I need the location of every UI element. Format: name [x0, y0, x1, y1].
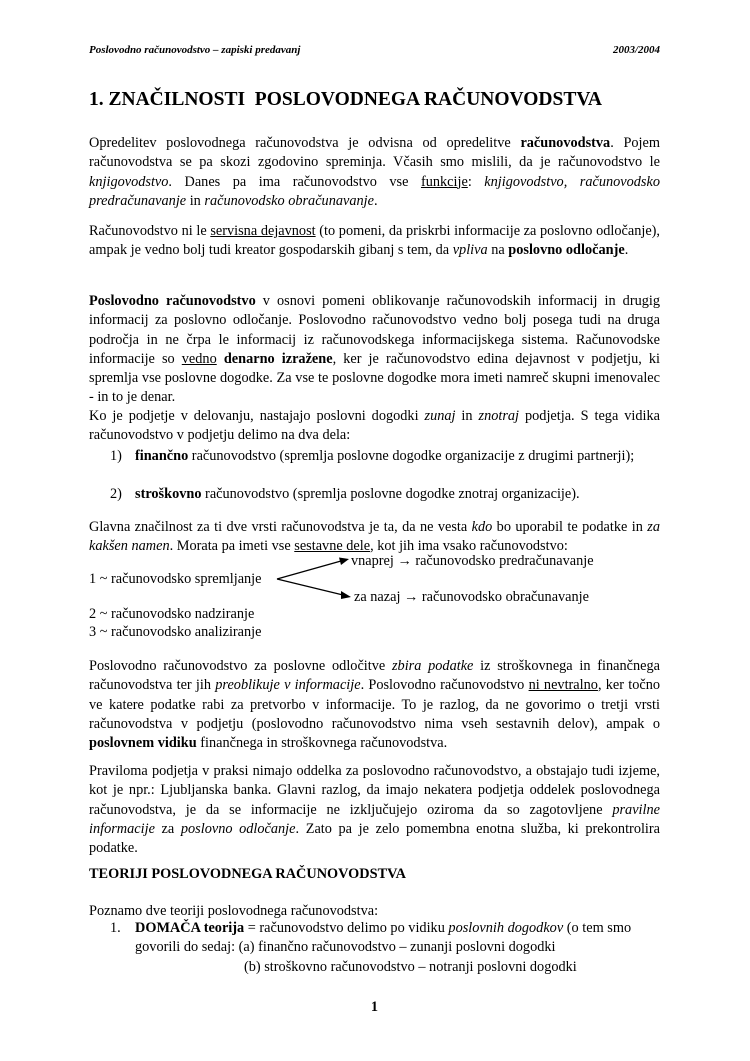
header-title: Poslovodno računovodstvo – zapiski predavanj [89, 44, 301, 56]
paragraph-practice: Praviloma podjetja v praksi nimajo oddelka za poslovodno računovodstvo, a obstajajo tudi izjeme, kot je npr.: Ljubljanska banka. Glavni razlog, da imajo nekatera podjetja oddelek poslovodnega računovodstva, je da se informacije ne izključujejo oziroma da so zagotovljene pravilne informacije za poslovno odločanje. Zato pa je zelo pomembna enotna služba, ki prekontrolira podatke. [89, 763, 661, 857]
theories-intro: Poznamo dve teoriji poslovodnega računovodstva: [89, 903, 379, 919]
diagram-main-node: 1 ~ računovodsko spremljanje [89, 571, 262, 587]
diagram-lower-branch: za nazaj → računovodsko obračunavanje [354, 589, 589, 605]
paragraph-service: Računovodstvo ni le servisna dejavnost (to pomeni, da priskrbi informacije za poslovno odločanje), ampak je vedno bolj tudi kreator gospodarskih gibanj s tem, da vpliva na poslovno odločanje. [89, 223, 661, 259]
paragraph-components: Glavna značilnost za ti dve vrsti računovodstva je ta, da ne vesta kdo bo uporabil te podatke in za kakšen namen. Morata pa imeti vse sestavne dele, kot jih ima vsako računovodstvo: [89, 519, 660, 555]
paragraph-events: Ko je podjetje v delovanju, nastajajo poslovni dogodki zunaj in znotraj podjetja. S tega vidika računovodstvo v podjetju delimo na dva dela: [89, 408, 660, 444]
theory-item: 1. DOMAČA teorija = računovodstvo delimo po vidiku poslovnih dogodkov (o tem smo govorili do sedaj: (a) finančno računovodstvo – zunanji poslovni dogodki (b) stroškovno računovodstvo – notranji poslovni dogodki [110, 920, 632, 975]
list-item: 2) stroškovno računovodstvo (spremlja poslovne dogodke znotraj organizacije). [110, 486, 580, 502]
branch-arrows-icon [275, 556, 355, 602]
paragraph-definition: Opredelitev poslovodnega računovodstva je odvisna od opredelitve računovodstva. Pojem računovodstva se pa skozi zgodovino spreminja. Včasih smo mislili, da je računovodstvo le knjigovodstvo. Danes pa ima računovodstvo vse funkcije: knjigovodstvo, računovodsko predračunavanje in računovodsko obračunavanje. [89, 135, 660, 209]
component-item: 3 ~ računovodsko analiziranje [89, 624, 262, 640]
paragraph-management-accounting: Poslovodno računovodstvo v osnovi pomeni oblikovanje računovodskih informacij in drugig informacij za poslovno odločanje. Poslovodno računovodstvo vedno bolj posega tudi na druga področja in ne črpa le informacij iz računovodskega informacijskega sistema. Računovodske informacije so vedno denarno izražene, ker je računovodstvo edina dejavnost v podjetju, ki spremlja vse poslovne dogodke. Za vse te poslovne dogodke mora imeti namreč skupni imenovalec - in to je denar. [89, 293, 661, 406]
component-item: 2 ~ računovodsko nadziranje [89, 606, 255, 622]
chapter-title: 1. ZNAČILNOSTI POSLOVODNEGA RAČUNOVODSTVA [89, 89, 602, 110]
section-heading: TEORIJI POSLOVODNEGA RAČUNOVODSTVA [89, 866, 406, 882]
diagram-upper-branch: vnaprej → računovodsko predračunavanje [351, 553, 594, 569]
paragraph-decisions: Poslovodno računovodstvo za poslovne odločitve zbira podatke iz stroškovnega in finančnega računovodstva ter jih preoblikuje v informacije. Poslovodno računovodstvo ni nevtralno, ker točno ve katere podatke rabi za pretvorbo v informacije. To je razlog, da ne govorimo o tretji vrsti računovodstva v podjetju (poslovodno računovodstvo nima vseh sestavnih delov), ampak o poslovnem vidiku finančnega in stroškovnega računovodstva. [89, 658, 661, 752]
page-number: 1 [370, 999, 379, 1015]
list-item: 1) finančno računovodstvo (spremlja poslovne dogodke organizacije z drugimi partnerji); [110, 448, 635, 464]
header-year: 2003/2004 [612, 44, 660, 56]
running-header [89, 44, 660, 56]
